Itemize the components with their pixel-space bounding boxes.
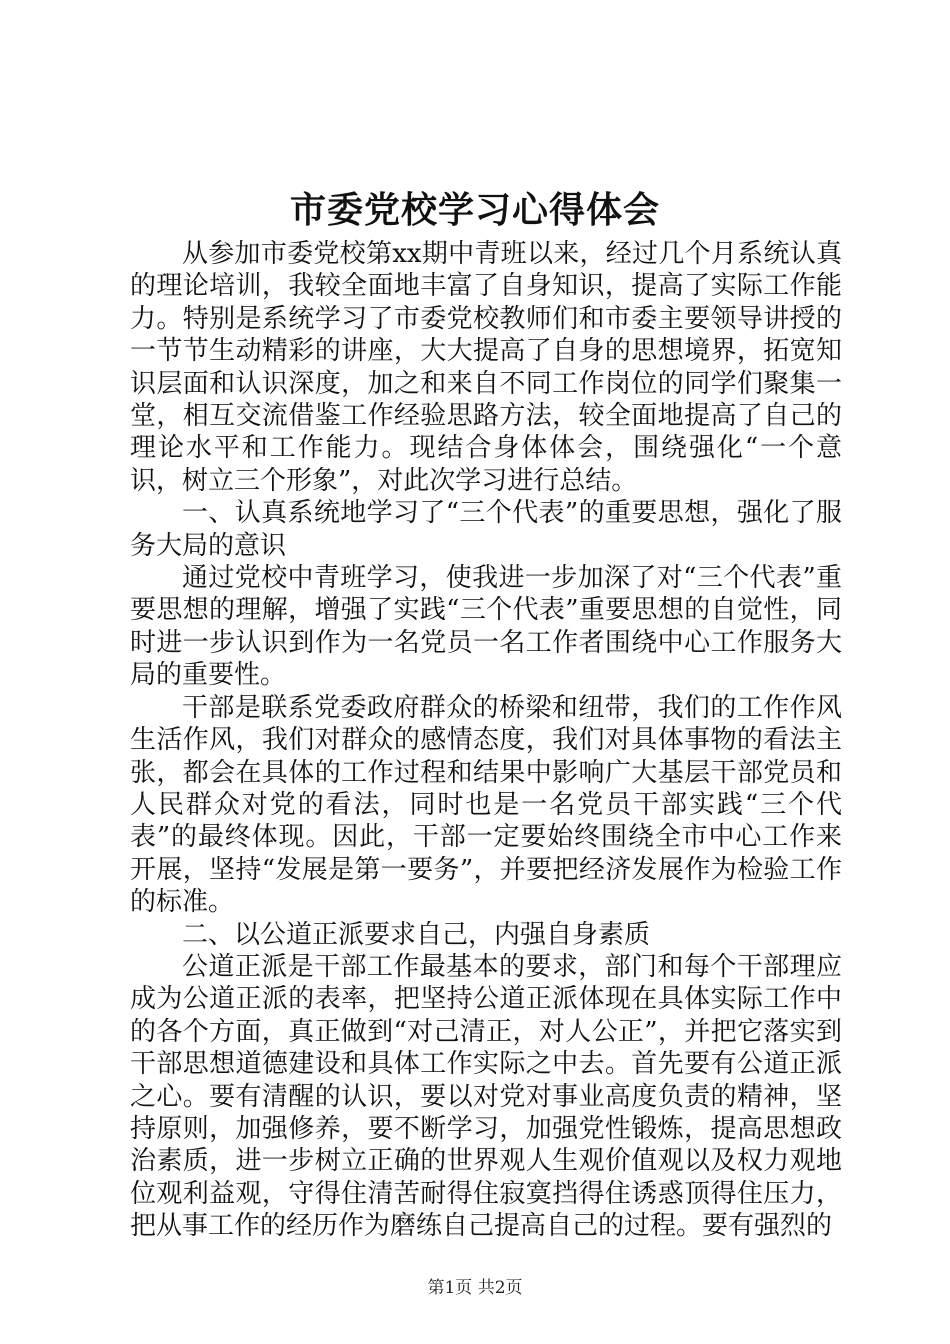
document-title: 市委党校学习心得体会: [289, 189, 660, 231]
page-number-footer: 第1页 共2页: [427, 1278, 523, 1298]
document-body: [130, 238, 842, 1243]
section-heading-2: 二、以公道正派要求自己，内强自身素质: [182, 919, 651, 950]
paragraph: 公道正派是干部工作最基本的要求，部门和每个干部理应成为公道正派的表率，把坚持公道正派体现在具体实际工作中的各个方面，真正做到“对己清正，对人公正”，并把它落实到干部思想道德建设和具体工作实际之中去。首先要有公道正派之心。要有清醒的认识，要以对党对事业高度负责的精神，坚持原则，加强修养，要不断学习，加强党性锻炼，提高思想政治素质，进一步树立正确的世界观人生观价值观以及权力观地位观利益观，守得住清苦耐得住寂寞挡得住诱惑顶得住压力，把从事工作的经历作为磨练自己提高自己的过程。要有强烈的: [130, 951, 842, 1242]
paragraph-intro: 从参加市委党校第xx期中青班以来，经过几个月系统认真的理论培训，我较全面地丰富了自身知识，提高了实际工作能力。特别是系统学习了市委党校教师们和市委主要领导讲授的一节节生动精彩的讲座，大大提高了自身的思想境界，拓宽知识层面和认识深度，加之和来自不同工作岗位的同学们聚集一堂，相互交流借鉴工作经验思路方法，较全面地提高了自己的理论水平和工作能力。现结合身体体会，围绕强化“一个意识，树立三个形象”，对此次学习进行总结。: [130, 239, 842, 496]
section-heading-1: 一、认真系统地学习了“三个代表”的重要思想，强化了服务大局的意识: [130, 498, 842, 561]
paragraph: 干部是联系党委政府群众的桥梁和纽带，我们的工作作风生活作风，我们对群众的感情态度，我们对具体事物的看法主张，都会在具体的工作过程和结果中影响广大基层干部党员和人民群众对党的看法，同时也是一名党员干部实践“三个代表”的最终体现。因此，干部一定要始终围绕全市中心工作来开展，坚持“发展是第一要务”，并要把经济发展作为检验工作的标准。: [130, 692, 842, 918]
paragraph: 通过党校中青班学习，使我进一步加深了对“三个代表”重要思想的理解，增强了实践“三个代表”重要思想的自觉性，同时进一步认识到作为一名党员一名工作者围绕中心工作服务大局的重要性。: [130, 563, 842, 691]
